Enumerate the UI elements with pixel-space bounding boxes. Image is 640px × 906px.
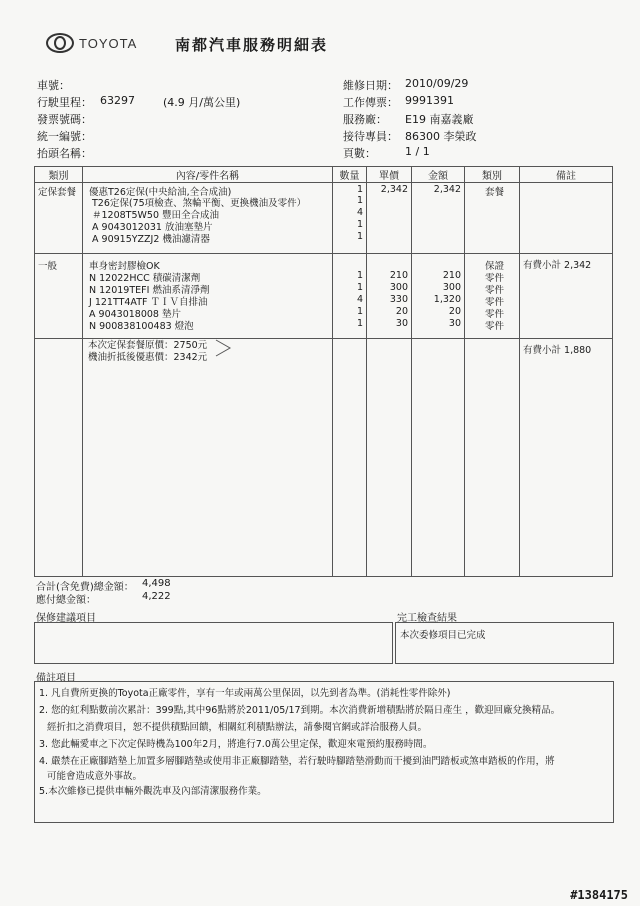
amount-value: 1,320 — [433, 294, 461, 305]
qty-cell — [333, 183, 367, 577]
field-label: 頁數： — [343, 147, 376, 160]
toyota-emblem-icon — [46, 33, 74, 53]
column-header: 單價 — [367, 167, 412, 183]
list-item: A 90915YZZJ2 機油濾清器 — [92, 234, 210, 245]
amount-value: 20 — [448, 306, 461, 317]
note-line: 5.本次維修已提供車輛外觀洗車及內部清潔服務作業。 — [39, 786, 267, 797]
table-body-row — [35, 183, 613, 577]
column-header: 類別 — [465, 167, 520, 183]
list-item: 車身密封膠檢OK — [89, 261, 160, 272]
note-line: 1. 凡自費所更換的Toyota正廠零件，享有一年或兩萬公里保固，以先到者為準。(消耗性零件除外) — [39, 688, 451, 699]
group2-category: 一般 — [38, 261, 58, 272]
arrow-marker-icon — [214, 338, 234, 358]
advice-box — [34, 622, 393, 664]
amount-cell — [412, 183, 465, 577]
note-line: 4. 嚴禁在正廠腳踏墊上加置多層腳踏墊或使用非正廠腳踏墊，若行駛時腳踏墊滑動而干擾到油門踏板或煞車踏板的作用，將 — [39, 756, 555, 767]
list-item: N 12022HCC 積碳清潔劑 — [89, 273, 201, 284]
advice-label: 保修建議項目 — [36, 613, 96, 624]
total-value: 4,498 — [142, 578, 171, 589]
field-label: 抬頭名稱： — [37, 147, 92, 160]
list-item: J 121TT4ATF ＴＩＶ自排油 — [89, 297, 208, 308]
check-value: 本次委修項目已完成 — [400, 630, 486, 641]
category-cell — [35, 183, 83, 577]
remark-cell — [520, 183, 613, 577]
qty-value: 1 — [356, 306, 363, 317]
note-line: 3. 您此輛愛車之下次定保時機為100年2月，將進行7.0萬公里定保，歡迎來電預約服務時間。 — [39, 739, 433, 750]
list-item: ＃1208T5W50 豐田全合成油 — [92, 210, 220, 221]
table-header-row — [35, 167, 613, 183]
column-header: 類別 — [35, 167, 83, 183]
amount-value: 30 — [448, 318, 461, 329]
due-value: 4,222 — [142, 591, 171, 602]
field-label: 車號： — [37, 79, 70, 92]
type-value: 套餐 — [485, 187, 505, 198]
type-value: 零件 — [485, 285, 505, 296]
price-cell — [367, 183, 412, 577]
note-line: 經折扣之消費項目，恕不提供積點回饋，相關紅利積點辦法，請參閱官網或詳洽服務人員。 — [47, 722, 428, 733]
check-box — [395, 622, 614, 664]
document-number-stamp: #1384175 — [570, 888, 628, 902]
notes-box — [34, 681, 614, 823]
qty-value: 1 — [356, 282, 363, 293]
field-label: 發票號碼： — [37, 113, 92, 126]
qty-value: 1 — [356, 270, 363, 281]
field-value: 9991391 — [405, 94, 454, 107]
price-value: 210 — [389, 270, 408, 281]
qty-value: 1 — [356, 318, 363, 329]
qty-value: 4 — [356, 207, 363, 218]
discount-line: 機油折抵後優惠價：2342元 — [88, 352, 208, 363]
type-cell — [465, 183, 520, 577]
group1-category: 定保套餐 — [38, 187, 77, 198]
field-value: E19 南嘉義廠 — [405, 113, 474, 126]
qty-value: 1 — [356, 219, 363, 230]
field-value: 63297 — [100, 94, 135, 107]
field-label: 服務廠： — [343, 113, 387, 126]
field-value: 2010/09/29 — [405, 77, 469, 90]
amount-value: 2,342 — [433, 184, 461, 195]
field-label: 維修日期： — [343, 79, 398, 92]
column-header: 金額 — [412, 167, 465, 183]
column-header: 備註 — [520, 167, 613, 183]
service-items-table — [34, 166, 613, 577]
field-label: 統一編號： — [37, 130, 92, 143]
subtotal: 有費小計 2,342 — [523, 260, 592, 271]
qty-value: 1 — [356, 231, 363, 242]
list-item: N 12019TEFI 燃油系清淨劑 — [89, 285, 210, 296]
note-line: 2. 您的紅利點數前次累計：399點,其中96點將於2011/05/17到期。本次消費新增積點將於隔日產生 ，歡迎回廠兌換精品。 — [39, 705, 561, 716]
discount-line: 本次定保套餐原價：2750元 — [88, 340, 208, 351]
field-label: 工作傳票： — [343, 96, 398, 109]
list-item: A 9043012031 放油塞墊片 — [92, 222, 213, 233]
due-label: 應付總金額： — [36, 595, 96, 606]
field-value: 1 / 1 — [405, 145, 430, 158]
price-value: 2,342 — [380, 184, 408, 195]
price-value: 330 — [389, 294, 408, 305]
field-label: 接待專員： — [343, 130, 398, 143]
type-value: 零件 — [485, 321, 505, 332]
notes-label: 備註項目 — [36, 673, 76, 684]
content-cell — [83, 183, 333, 577]
type-value: 零件 — [485, 309, 505, 320]
field-value: 86300 李榮政 — [405, 130, 477, 143]
group-divider — [34, 253, 612, 254]
list-item: N 900838100483 燈泡 — [89, 321, 194, 332]
list-item: A 9043018008 墊片 — [89, 309, 181, 320]
group-divider — [34, 338, 612, 339]
price-value: 300 — [389, 282, 408, 293]
type-value: 零件 — [485, 273, 505, 284]
type-value: 保證 — [485, 261, 505, 272]
discount-note — [88, 340, 207, 364]
brand-name: TOYOTA — [79, 35, 138, 51]
amount-value: 210 — [442, 270, 461, 281]
price-value: 30 — [395, 318, 408, 329]
type-value: 零件 — [485, 297, 505, 308]
amount-value: 300 — [442, 282, 461, 293]
list-item: 優惠T26定保(中央給油,全合成油) — [89, 187, 232, 198]
due-row — [36, 591, 96, 606]
toyota-logo — [46, 33, 137, 53]
subtotal: 有費小計 1,880 — [523, 345, 592, 356]
column-header: 內容/零件名稱 — [83, 167, 333, 183]
total-label: 合計(含免費)總金額： — [36, 582, 134, 593]
field-extra: (4.9 月/萬公里) — [163, 96, 241, 109]
field-label: 行駛里程： — [37, 96, 92, 109]
page-title: 南都汽車服務明細表 — [175, 36, 329, 54]
qty-value: 1 — [356, 184, 363, 195]
qty-value: 4 — [356, 294, 363, 305]
note-line: 可能會造成意外事故。 — [47, 771, 143, 782]
list-item: T26定保(75項檢查、煞輪平衡、更換機油及零件） — [92, 198, 307, 209]
price-value: 20 — [395, 306, 408, 317]
check-label: 完工檢查結果 — [397, 613, 457, 624]
qty-value: 1 — [356, 195, 363, 206]
column-header: 數量 — [333, 167, 367, 183]
